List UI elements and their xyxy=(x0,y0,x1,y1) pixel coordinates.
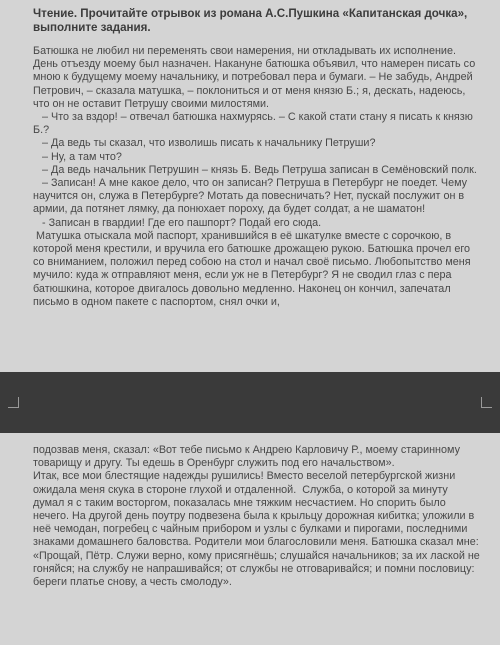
page-gap xyxy=(0,372,500,433)
page-corner-right-mark xyxy=(481,397,492,408)
page-2-passage: подозвав меня, сказал: «Вот тебе письмо к Андрею Карловичу Р., моему старинному товарищу и другу. Ты едешь в Оренбург служить под его начальством». Итак, все мои блестящие надежды рушились! Вместо веселой петербургской жизни ожидала меня скука в стороне глухой и отдаленной. Служба, о которой за минуту думал я с таким восторгом, показалась мне тяжким несчастием. Но спорить было нечего. На другой день поутру подвезена была к крыльцу дорожная кибитка; уложили в неё чемодан, погребец с чайным прибором и узлы с булками и пирогами, последними знаками домашнего баловства. Родители мои благословили меня. Батюшка сказал мне: «Прощай, Пётр. Служи верно, кому присягнёшь; слушайся начальников; за их лаской не гоняйся; на службу не напрашивайся; от службы не отговаривайся; и помни пословицу: береги платье снову, а честь смолоду». xyxy=(33,444,480,589)
document-page-2 xyxy=(0,433,500,645)
page-1-passage: Батюшка не любил ни переменять свои намерения, ни откладывать их исполнение. День отъезду моему был назначен. Накануне батюшка объявил, что намерен писать со мною к будущему моему начальнику, и потребовал пера и бумаги. – Не забудь, Андрей Петрович, – сказала матушка, – поклониться и от меня князю Б.; я, дескать, надеюсь, что он не оставит Петрушу своими милостями. – Что за вздор! – отвечал батюшка нахмурясь. – С какой стати стану я писать к князю Б.? – Да ведь ты сказал, что изволишь писать к начальнику Петруши? – Ну, а там что? – Да ведь начальник Петрушин – князь Б. Ведь Петруша записан в Семёновский полк. – Записан! А мне какое дело, что он записан? Петруша в Петербург не поедет. Чему научится он, служа в Петербурге? Мотать да повесничать? Нет, пускай послужит он в армии, да потянет лямку, да понюхает пороху, да будет солдат, а не шаматон! - Записан в гвардии! Где его пашпорт? Подай его сюда. Матушка отыскала мой паспорт, хранившийся в её шкатулке вместе с сорочкою, в которой меня крестили, и вручила его батюшке дрожащею рукою. Батюшка прочел его со вниманием, положил перед собою на стол и начал своё письмо. Любопытство меня мучило: куда ж отправляют меня, если уж не в Петербург? Я не сводил глаз с пера батюшкина, которое двигалось довольно медленно. Наконец он кончил, запечатал письмо в одном пакете с паспортом, снял очки и, xyxy=(33,45,477,308)
task-heading: Чтение. Прочитайте отрывок из романа А.С.Пушкина «Капитанская дочка», выполните задания. xyxy=(33,7,468,34)
page-corner-left-mark xyxy=(8,397,19,408)
